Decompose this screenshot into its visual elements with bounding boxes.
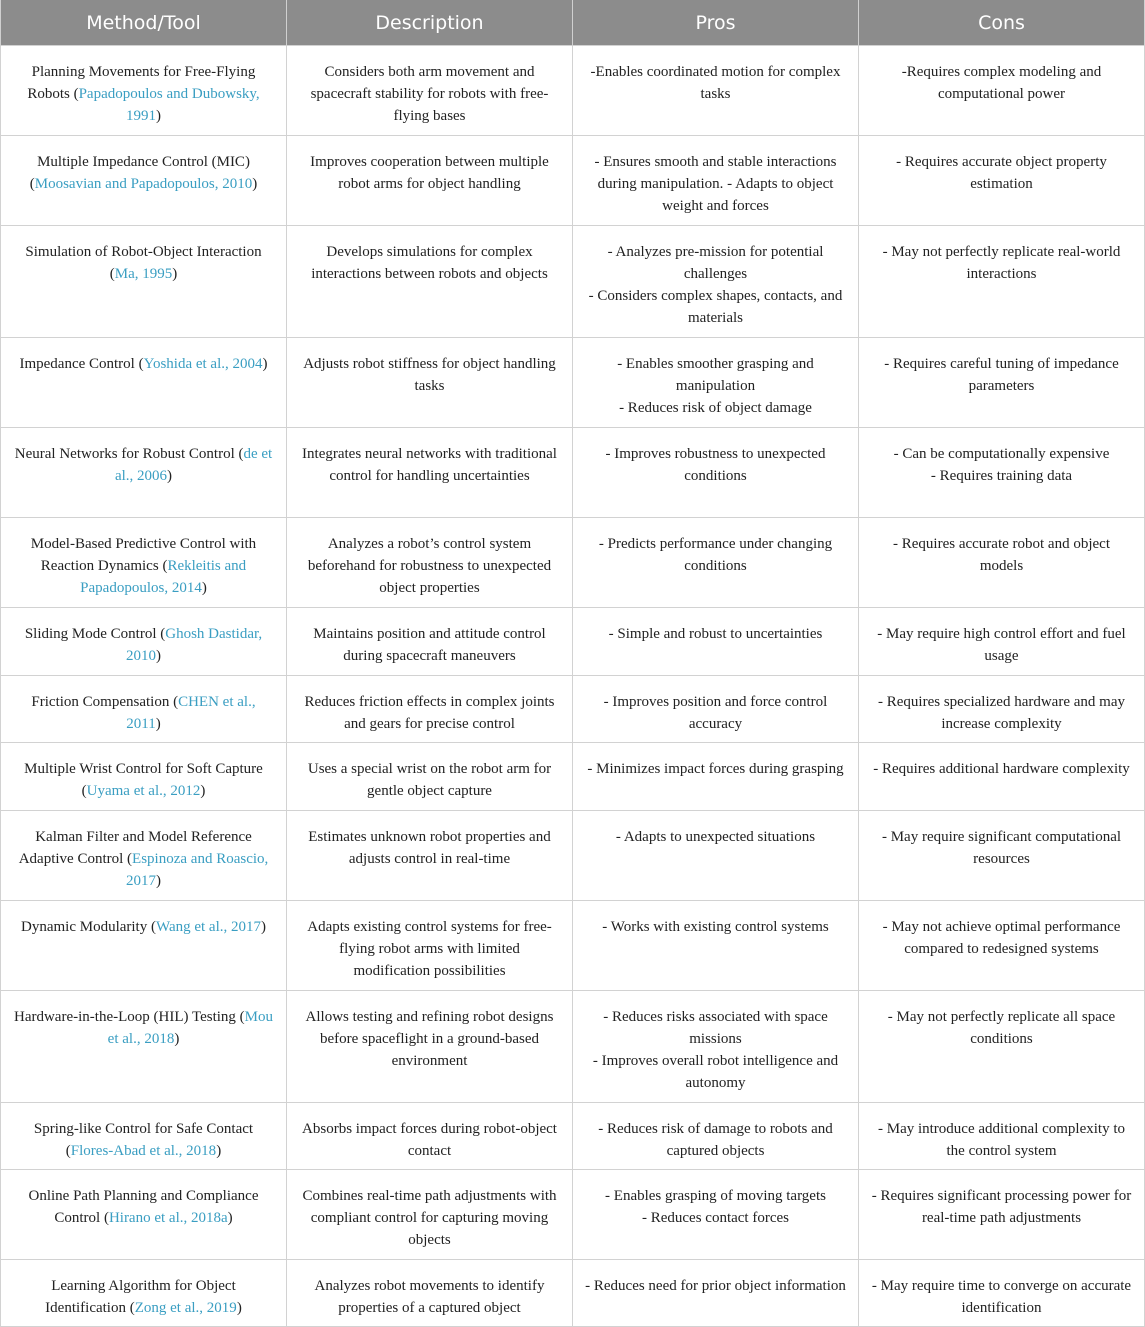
- citation-link[interactable]: Papadopoulos and Dubowsky, 1991: [78, 86, 260, 124]
- pros-cell: [573, 991, 859, 1103]
- pros-cell: [573, 428, 859, 518]
- method-name: Sliding Mode Control: [24, 626, 157, 642]
- method-cell: Impedance Control (Yoshida et al., 2004): [1, 338, 287, 428]
- pros-item: - Enables smoother grasping and manipulation: [617, 356, 814, 394]
- pros-item: - Ensures smooth and stable interactions during manipulation. - Adapts to object weight and forces: [594, 154, 837, 214]
- method-name: Learning Algorithm for Object Identification: [45, 1278, 236, 1316]
- pros-cell: [573, 743, 859, 811]
- cons-item: - Requires training data: [930, 468, 1073, 484]
- citation-link[interactable]: Uyama et al., 2012: [86, 783, 201, 799]
- cons-cell: [859, 136, 1145, 226]
- pros-item: - Reduces contact forces: [641, 1210, 789, 1226]
- method-name: Spring-like Control for Safe Contact: [33, 1121, 254, 1137]
- method-name: Hardware-in-the-Loop (HIL) Testing: [13, 1009, 236, 1025]
- pros-item: - Reduces risk of damage to robots and captured objects: [598, 1121, 833, 1159]
- cons-cell: [859, 226, 1145, 338]
- description-cell: Allows testing and refining robot designs before spaceflight in a ground-based environment: [287, 991, 573, 1103]
- citation-link[interactable]: Hirano et al., 2018a: [108, 1210, 228, 1226]
- table-row: [1, 46, 1145, 136]
- citation-link[interactable]: Wang et al., 2017: [155, 919, 261, 935]
- method-name: Planning Movements for Free-Flying Robots: [27, 64, 256, 102]
- table-row: [1, 136, 1145, 226]
- description-cell: Develops simulations for complex interactions between robots and objects: [287, 226, 573, 338]
- table-row: [1, 428, 1145, 518]
- cons-item: - Requires accurate object property estimation: [896, 154, 1107, 192]
- cons-cell: [859, 676, 1145, 743]
- cons-cell: [859, 608, 1145, 676]
- cons-item: - Requires additional hardware complexity: [873, 761, 1130, 777]
- table-row: [1, 226, 1145, 338]
- cons-cell: [859, 518, 1145, 608]
- pros-cell: [573, 676, 859, 743]
- pros-cell: [573, 1260, 859, 1327]
- cons-cell: [859, 338, 1145, 428]
- pros-item: - Reduces need for prior object information: [585, 1278, 846, 1294]
- header-description: Description: [287, 0, 573, 46]
- pros-cell: [573, 1103, 859, 1170]
- method-cell: Kalman Filter and Model Reference Adaptive Control (Espinoza and Roascio, 2017): [1, 811, 287, 901]
- method-name: Friction Compensation: [31, 694, 170, 710]
- citation-link[interactable]: Flores-Abad et al., 2018: [70, 1143, 217, 1159]
- method-name: Model-Based Predictive Control with Reaction Dynamics: [30, 536, 257, 574]
- method-name: Multiple Wrist Control for Soft Capture: [24, 761, 263, 777]
- description-cell: Analyzes robot movements to identify properties of a captured object: [287, 1260, 573, 1327]
- cons-cell: [859, 1170, 1145, 1260]
- pros-cell: [573, 901, 859, 991]
- cons-item: - May not achieve optimal performance compared to redesigned systems: [882, 919, 1121, 957]
- method-name: Neural Networks for Robust Control: [14, 446, 235, 462]
- header-pros: Pros: [573, 0, 859, 46]
- description-cell: Adjusts robot stiffness for object handling tasks: [287, 338, 573, 428]
- cons-item: - Requires specialized hardware and may increase complexity: [878, 694, 1125, 732]
- pros-item: - Reduces risks associated with space missions: [603, 1009, 828, 1047]
- table-row: [1, 743, 1145, 811]
- citation-link[interactable]: Mou et al., 2018: [107, 1009, 274, 1047]
- description-cell: Absorbs impact forces during robot-object contact: [287, 1103, 573, 1170]
- cons-cell: [859, 1260, 1145, 1327]
- pros-item: - Adapts to unexpected situations: [615, 829, 816, 845]
- method-cell: Multiple Wrist Control for Soft Capture (Uyama et al., 2012): [1, 743, 287, 811]
- method-name: Online Path Planning and Compliance Control: [28, 1188, 259, 1226]
- pros-item: - Improves robustness to unexpected conditions: [605, 446, 826, 484]
- cons-item: - Requires accurate robot and object models: [893, 536, 1110, 574]
- method-cell: Dynamic Modularity (Wang et al., 2017): [1, 901, 287, 991]
- citation-link[interactable]: Zong et al., 2019: [134, 1300, 237, 1316]
- pros-cell: [573, 338, 859, 428]
- pros-cell: [573, 608, 859, 676]
- pros-item: - Simple and robust to uncertainties: [608, 626, 823, 642]
- cons-item: -Requires complex modeling and computational power: [901, 64, 1102, 102]
- pros-cell: [573, 518, 859, 608]
- pros-cell: [573, 136, 859, 226]
- pros-cell: [573, 811, 859, 901]
- citation-link[interactable]: Ma, 1995: [114, 266, 173, 282]
- cons-item: - May require high control effort and fuel usage: [877, 626, 1126, 664]
- pros-cell: [573, 46, 859, 136]
- description-cell: Analyzes a robot’s control system beforehand for robustness to unexpected object properties: [287, 518, 573, 608]
- description-cell: Estimates unknown robot properties and adjusts control in real-time: [287, 811, 573, 901]
- table-row: [1, 901, 1145, 991]
- citation-link[interactable]: Espinoza and Roascio, 2017: [126, 851, 269, 889]
- method-cell: Sliding Mode Control (Ghosh Dastidar, 2010): [1, 608, 287, 676]
- citation-link[interactable]: Ghosh Dastidar, 2010: [126, 626, 263, 664]
- method-cell: Simulation of Robot-Object Interaction (Ma, 1995): [1, 226, 287, 338]
- pros-item: - Reduces risk of object damage: [619, 400, 812, 416]
- table-row: [1, 1260, 1145, 1327]
- method-name: Impedance Control: [19, 356, 135, 372]
- table-row: [1, 608, 1145, 676]
- method-cell: Hardware-in-the-Loop (HIL) Testing (Mou et al., 2018): [1, 991, 287, 1103]
- cons-cell: [859, 428, 1145, 518]
- pros-item: - Considers complex shapes, contacts, and materials: [588, 288, 843, 326]
- pros-item: - Predicts performance under changing conditions: [598, 536, 833, 574]
- header-method: Method/Tool: [1, 0, 287, 46]
- description-cell: Reduces friction effects in complex joints and gears for precise control: [287, 676, 573, 743]
- cons-cell: [859, 811, 1145, 901]
- method-name: Multiple Impedance Control (MIC): [37, 154, 250, 170]
- citation-link[interactable]: Rekleitis and Papadopoulos, 2014: [80, 558, 247, 596]
- cons-cell: [859, 743, 1145, 811]
- citation-link[interactable]: CHEN et al., 2011: [126, 694, 256, 732]
- method-name: Kalman Filter and Model Reference Adaptive Control: [18, 829, 252, 867]
- description-cell: Uses a special wrist on the robot arm for gentle object capture: [287, 743, 573, 811]
- table-row: [1, 676, 1145, 743]
- cons-item: - May not perfectly replicate all space conditions: [887, 1009, 1116, 1047]
- pros-item: - Works with existing control systems: [602, 919, 829, 935]
- cons-item: - May require significant computational resources: [881, 829, 1122, 867]
- cons-item: - Requires significant processing power for real-time path adjustments: [871, 1188, 1132, 1226]
- cons-cell: [859, 991, 1145, 1103]
- description-cell: Adapts existing control systems for free-flying robot arms with limited modification possibilities: [287, 901, 573, 991]
- table-row: [1, 991, 1145, 1103]
- description-cell: Combines real-time path adjustments with compliant control for capturing moving objects: [287, 1170, 573, 1260]
- cons-item: - Can be computationally expensive: [893, 446, 1110, 462]
- header-cons: Cons: [859, 0, 1145, 46]
- method-name: Simulation of Robot-Object Interaction: [25, 244, 262, 260]
- description-cell: Maintains position and attitude control during spacecraft maneuvers: [287, 608, 573, 676]
- description-cell: Considers both arm movement and spacecraft stability for robots with free-flying bases: [287, 46, 573, 136]
- table-row: [1, 1103, 1145, 1170]
- pros-item: -Enables coordinated motion for complex tasks: [590, 64, 841, 102]
- method-cell: Multiple Impedance Control (MIC) (Moosavian and Papadopoulos, 2010): [1, 136, 287, 226]
- pros-cell: [573, 226, 859, 338]
- cons-item: - May not perfectly replicate real-world interactions: [882, 244, 1121, 282]
- cons-cell: [859, 46, 1145, 136]
- cons-cell: [859, 901, 1145, 991]
- description-cell: Improves cooperation between multiple robot arms for object handling: [287, 136, 573, 226]
- cons-item: - Requires careful tuning of impedance parameters: [884, 356, 1119, 394]
- table-row: [1, 1170, 1145, 1260]
- citation-link[interactable]: de et al., 2006: [114, 446, 273, 484]
- pros-item: - Improves position and force control accuracy: [603, 694, 828, 732]
- pros-item: - Enables grasping of moving targets: [605, 1188, 826, 1204]
- cons-item: - May introduce additional complexity to the control system: [877, 1121, 1126, 1159]
- method-cell: Online Path Planning and Compliance Control (Hirano et al., 2018a): [1, 1170, 287, 1260]
- description-cell: Integrates neural networks with traditional control for handling uncertainties: [287, 428, 573, 518]
- method-cell: Neural Networks for Robust Control (de et al., 2006): [1, 428, 287, 518]
- citation-link[interactable]: Yoshida et al., 2004: [143, 356, 263, 372]
- citation-link[interactable]: Moosavian and Papadopoulos, 2010: [34, 176, 253, 192]
- cons-cell: [859, 1103, 1145, 1170]
- header-row: [1, 0, 1145, 46]
- method-cell: Spring-like Control for Safe Contact (Flores-Abad et al., 2018): [1, 1103, 287, 1170]
- table-row: [1, 518, 1145, 608]
- pros-item: - Analyzes pre-mission for potential challenges: [607, 244, 824, 282]
- method-cell: Model-Based Predictive Control with Reaction Dynamics (Rekleitis and Papadopoulos, 2014): [1, 518, 287, 608]
- pros-cell: [573, 1170, 859, 1260]
- method-name: Dynamic Modularity: [21, 919, 148, 935]
- method-cell: Learning Algorithm for Object Identification (Zong et al., 2019): [1, 1260, 287, 1327]
- pros-item: - Improves overall robot intelligence and autonomy: [592, 1053, 839, 1091]
- method-cell: Friction Compensation (CHEN et al., 2011): [1, 676, 287, 743]
- table-row: [1, 338, 1145, 428]
- table-row: [1, 811, 1145, 901]
- pros-item: - Minimizes impact forces during grasping: [587, 761, 844, 777]
- table-body: [1, 46, 1145, 1327]
- method-cell: Planning Movements for Free-Flying Robots (Papadopoulos and Dubowsky, 1991): [1, 46, 287, 136]
- cons-item: - May require time to converge on accurate identification: [871, 1278, 1132, 1316]
